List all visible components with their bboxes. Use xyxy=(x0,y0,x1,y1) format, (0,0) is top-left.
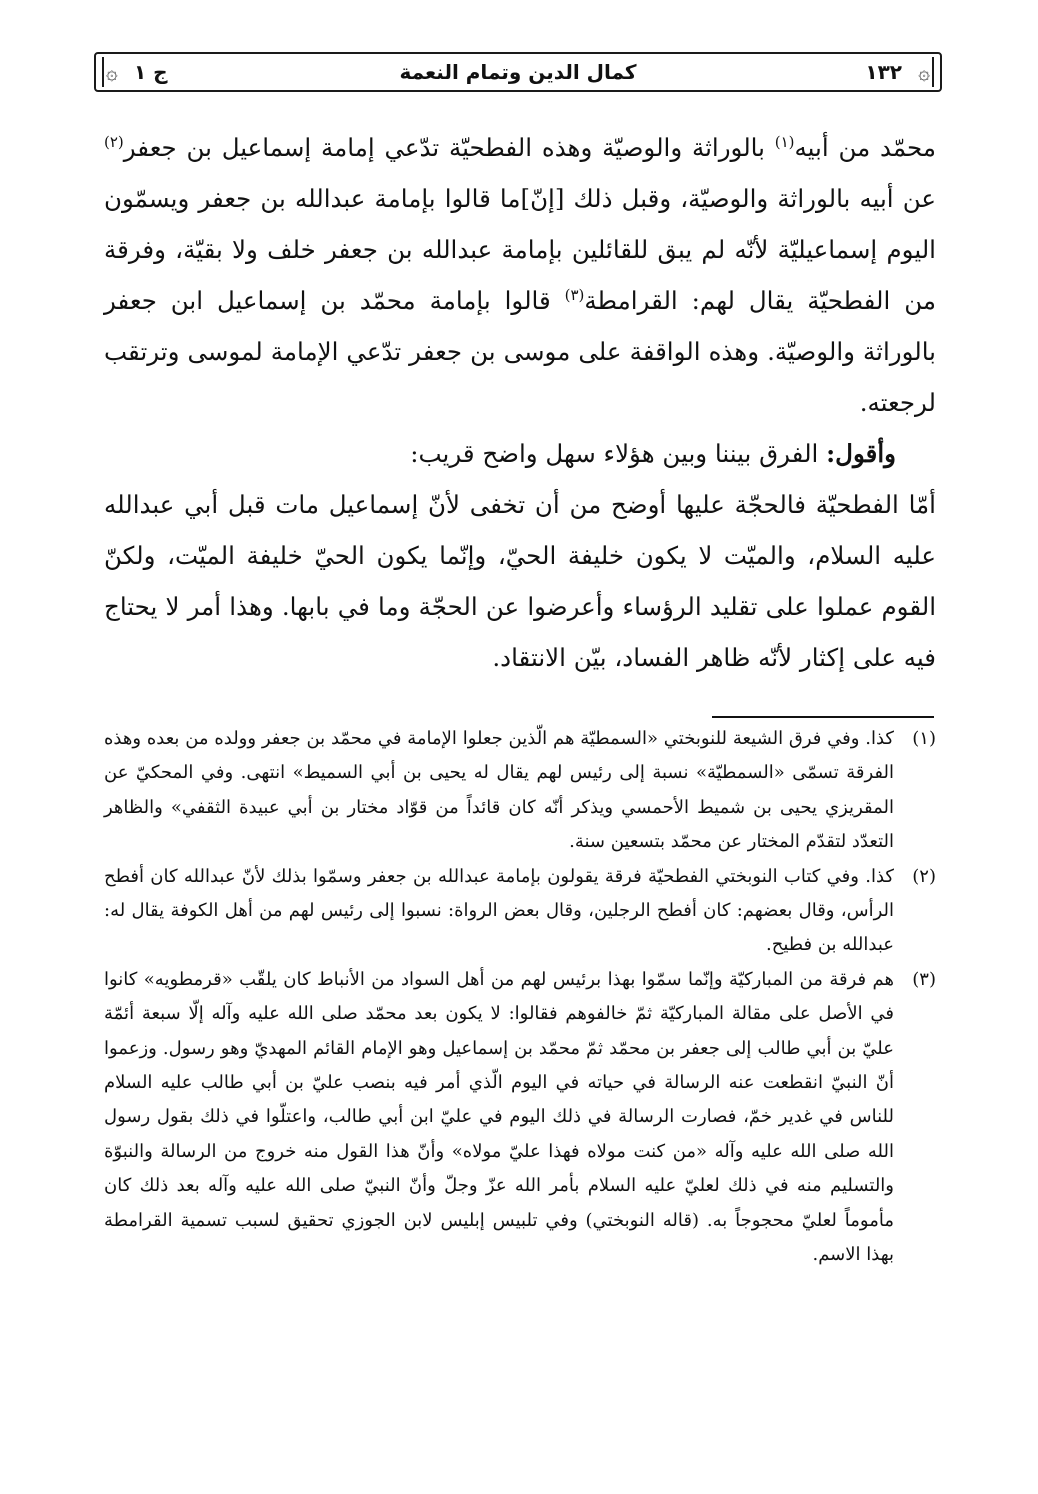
footnote-text: هم فرقة من المباركيّة وإنّما سمّوا بهذا برئيس لهم من أهل السواد من الأنباط كان يلقّب «قرمطويه» كانوا في الأصل على مقالة المباركيّة ثمّ خالفوهم فقالوا: لا يكون بعد محمّد صلى الله عليه وآله إلّا سبعة أئمّة عليّ بن أبي طالب إلى جعفر بن محمّد ثمّ محمّد بن إسماعيل وهو الإمام القائم المهديّ وهو رسول. وزعموا أنّ النبيّ انقطعت عنه الرسالة في حياته في اليوم الّذي أمر فيه بنصب عليّ بن أبي طالب عليه السلام للناس في غدير خمّ، فصارت الرسالة في ذلك اليوم في عليّ ابن أبي طالب، واعتلّوا في ذلك بقول رسول الله صلى الله عليه وآله «من كنت مولاه فهذا عليّ مولاه» وأنّ هذا القول منه خروج من الرسالة والنبوّة والتسليم منه في ذلك لعليّ عليه السلام بأمر الله عزّ وجلّ وأنّ النبيّ صلى الله عليه وآله بعد ذلك كان مأموماً لعليّ محجوجاً به. (قاله النوبختي) وفي تلبيس إبليس لابن الجوزي تحقيق لسبب تسمية القرامطة بهذا الاسم. xyxy=(104,968,895,1266)
body-paragraph xyxy=(104,428,936,479)
book-title: كمال الدين وتمام النعمة xyxy=(399,60,637,84)
footnote-ref[interactable]: (٢) xyxy=(104,132,124,151)
footnote-number: (٣) xyxy=(912,968,936,990)
footnote-text: كذا. وفي فرق الشيعة للنوبختي «السمطيّة هم الّذين جعلوا الإمامة في محمّد بن جعفر وولده من بعده وهذه الفرقة تسمّى «السمطيّة» نسبة إلى رئيس لهم يقال له يحيى بن أبي السميط» انتهى. وفي المحكيّ عن المقريزي يحيى بن شميط الأحمسي ويذكر أنّه كان قائداً من قوّاد مختار بن أبي عبيدة الثقفي» والظاهر التعدّد لتقدّم المختار عن محمّد بتسعين سنة. xyxy=(104,728,894,853)
footnote-ref[interactable]: (١) xyxy=(774,132,795,151)
footnote xyxy=(104,722,936,860)
page-number: ١٣٢ xyxy=(865,60,902,84)
body-text: محمّد من أبيه xyxy=(794,133,936,162)
footnote-text: كذا. وفي كتاب النوبختي الفطحيّة فرقة يقولون بإمامة عبدالله بن جعفر وسمّوا بذلك لأنّ عبدالله كان أفطح الرأس، وقال بعضهم: كان أفطح الرجلين، وقال بعض الرواة: نسبوا إلى رئيس لهم من أهل الكوفة يقال له: عبدالله بن فطيح. xyxy=(104,865,894,956)
footnote-ref[interactable]: (٣) xyxy=(564,285,585,304)
body-text: قالوا بإمامة محمّد بن إسماعيل ابن جعفر بالوراثة والوصيّة. وهذه الواقفة على موسى بن جعفر تدّعي الإمامة لموسى وترتقب لرجعته. xyxy=(104,286,936,417)
footnote-divider xyxy=(712,716,934,718)
section-label: وأقول: xyxy=(826,439,896,468)
header-ornament-right: ۞ xyxy=(918,60,930,84)
volume-label: ج ١ xyxy=(134,60,168,84)
footnote-number: (١) xyxy=(912,728,936,749)
body-paragraph xyxy=(104,122,936,428)
footnote xyxy=(104,963,936,1273)
running-header xyxy=(94,52,942,92)
footnotes xyxy=(104,722,936,1273)
body-text: بالوراثة والوصيّة وهذه الفطحيّة تدّعي إمامة إسماعيل بن جعفر xyxy=(123,133,775,162)
footnote xyxy=(104,860,936,963)
body-paragraph xyxy=(104,479,936,683)
footnote-number: (٢) xyxy=(912,865,936,887)
body-text: أمّا الفطحيّة فالحجّة عليها أوضح من أن تخفى لأنّ إسماعيل مات قبل أبي عبدالله عليه السلام، والميّت لا يكون خليفة الحيّ، وإنّما يكون الحيّ خليفة الميّت، ولكنّ القوم عملوا على تقليد الرؤساء وأعرضوا عن الحجّة وما في بابها. وهذا أمر لا يحتاج فيه على إكثار لأنّه ظاهر الفساد، بيّن الانتقاد. xyxy=(104,490,936,672)
main-text xyxy=(104,122,936,683)
body-text: عن أبيه بالوراثة والوصيّة، وقبل ذلك [إنّ]ما قالوا بإمامة عبدالله بن جعفر ويسمّون اليوم إسماعيليّة لأنّه لم يبق للقائلين بإمامة عبدالله بن جعفر خلف ولا بقيّة، وفرقة من الفطحيّة يقال لهم: القرامطة xyxy=(104,184,936,315)
body-text: الفرق بيننا وبين هؤلاء سهل واضح قريب: xyxy=(410,439,827,468)
header-ornament-left: ۞ xyxy=(106,60,118,84)
